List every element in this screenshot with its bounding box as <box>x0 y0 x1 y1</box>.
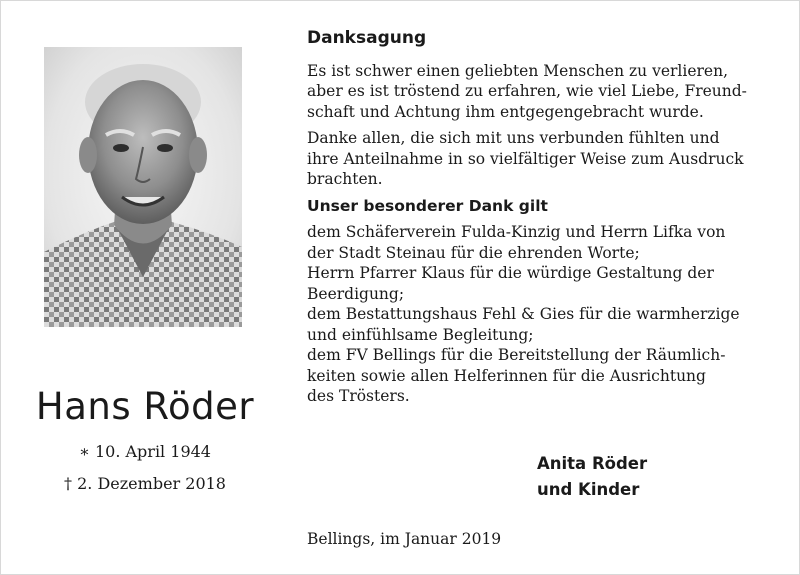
paragraph-line: brachten. <box>307 170 383 188</box>
paragraph-line: Es ist schwer einen geliebten Menschen zu verlieren, <box>307 61 728 80</box>
thanks-line: dem Schäferverein Fulda-Kinzig und Herrn Lifka von <box>307 223 726 241</box>
paragraph-line: Danke allen, die sich mit uns verbunden fühlten und <box>307 129 720 147</box>
paragraph-1 <box>307 61 777 123</box>
signature <box>537 451 647 503</box>
portrait-icon <box>44 47 242 327</box>
thanks-text-block <box>307 28 777 413</box>
thanks-line: dem FV Bellings für die Bereitstellung der Räumlich- <box>307 346 726 364</box>
thanks-line: und einfühlsame Begleitung; <box>307 325 534 344</box>
paragraph-line: schaft und Achtung ihm entgegengebracht wurde. <box>307 102 704 121</box>
birth-date: ∗ 10. April 1944 <box>79 442 211 461</box>
paragraph-line: aber es ist tröstend zu erfahren, wie viel Liebe, Freund- <box>307 82 747 100</box>
thanks-line: Herrn Pfarrer Klaus für die würdige Gestaltung der <box>307 264 714 282</box>
death-date: † 2. Dezember 2018 <box>64 474 226 493</box>
special-thanks-heading: Unser besonderer Dank gilt <box>307 196 548 215</box>
thanks-line: keiten sowie allen Helferinnen für die Ausrichtung <box>307 366 706 385</box>
special-thanks-list <box>307 222 777 407</box>
thanks-line: der Stadt Steinau für die ehrenden Worte; <box>307 243 640 262</box>
thanks-line: dem Bestattungshaus Fehl & Gies für die warmherzige <box>307 305 740 323</box>
paragraph-2 <box>307 128 777 190</box>
paragraph-line: ihre Anteilnahme in so vielfältiger Weise zum Ausdruck <box>307 149 744 168</box>
signature-line-2: und Kinder <box>537 480 640 499</box>
notice-heading: Danksagung <box>307 28 427 48</box>
deceased-name: Hans Röder <box>35 385 255 428</box>
thanks-line: des Trösters. <box>307 387 410 405</box>
signature-line-1: Anita Röder <box>537 454 648 473</box>
portrait-photo <box>44 47 242 327</box>
thanks-line: Beerdigung; <box>307 284 405 303</box>
place-and-date: Bellings, im Januar 2019 <box>307 530 502 548</box>
